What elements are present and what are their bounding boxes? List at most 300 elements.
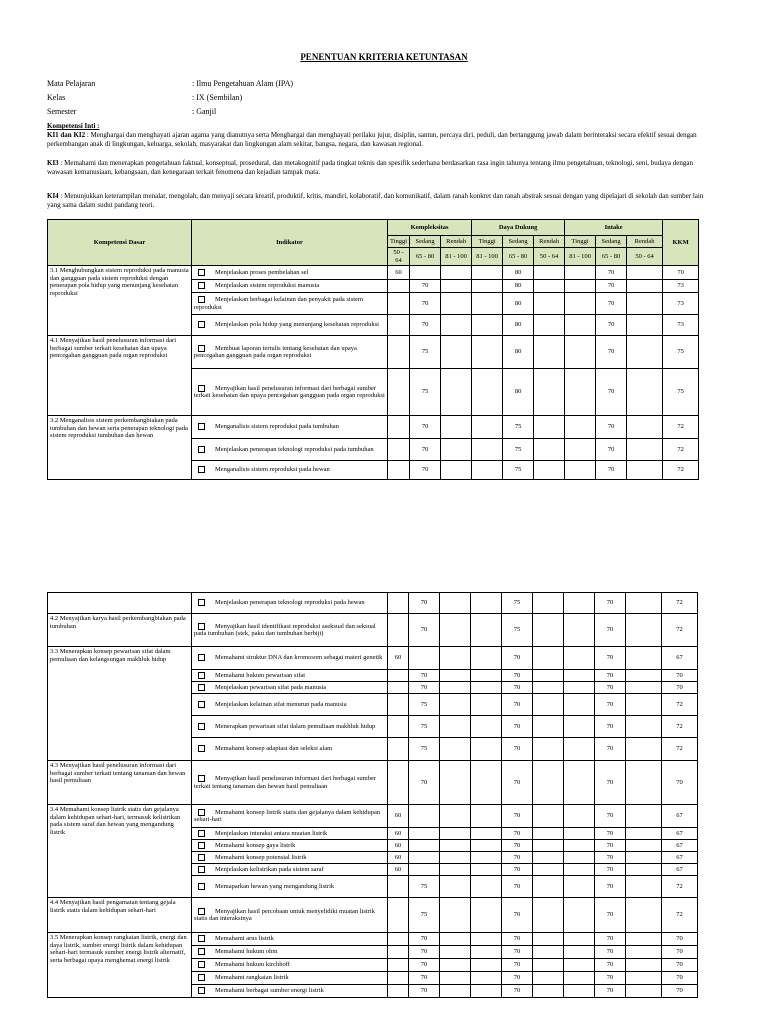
indikator-text: Menjelaskan kelistrikan pada sistem saraf [215,865,324,873]
table-row [48,933,698,946]
score-cell [533,593,564,614]
score-cell [626,828,662,840]
ki3-paragraph [47,159,707,177]
indikator-cell [192,336,388,369]
score-cell [626,614,662,647]
score-cell: 70 [502,864,533,876]
score-cell: 70 [595,840,626,852]
score-cell: 70 [596,439,627,461]
checkbox-icon [198,269,205,276]
score-cell: 80 [503,315,534,336]
score-cell [564,716,595,738]
meta-value: : IX (Sembilan) [192,93,243,102]
indikator-cell [192,593,388,614]
score-cell [627,266,663,280]
score-cell: 70 [595,852,626,864]
score-cell [388,315,410,336]
score-cell [533,985,564,998]
kompetensi-dasar-cell: 3.3 Menerapkan konsep pewarisan sifat dalam pemuliaan dan kelangsungan makhluk hidup [48,647,192,761]
score-cell [440,876,471,898]
meta-row [47,79,293,88]
score-cell [388,593,409,614]
score-cell: 70 [595,946,626,959]
score-cell: 70 [595,694,626,716]
score-cell [534,461,565,480]
meta-label: Semester [47,107,77,116]
kkm-table-part-1 [47,219,699,480]
header-range: 81 - 100 [565,248,596,266]
ki3-label: KI3 [47,159,59,167]
score-cell [388,933,409,946]
score-cell: 70 [595,972,626,985]
score-cell: 75 [502,593,533,614]
kkm-cell: 70 [662,682,698,694]
kkm-cell: 75 [663,369,699,416]
score-cell [534,266,565,280]
score-cell [388,985,409,998]
score-cell [627,461,663,480]
score-cell [388,416,410,439]
score-cell [564,985,595,998]
score-cell [471,682,502,694]
indikator-text: Menyajikan hasil penelusuran informasi dari berbagai sumber terkait tentang tanaman dan hewan hasil pemuliaan [194,775,377,790]
score-cell: 60 [388,852,409,864]
indikator-cell [192,416,388,439]
score-cell: 70 [595,864,626,876]
table-row [48,647,698,670]
checkbox-icon [198,345,205,352]
score-cell: 70 [410,315,441,336]
score-cell [533,670,564,682]
score-cell: 80 [503,293,534,315]
indikator-text: Memahami hukum ohm [215,948,278,956]
indikator-cell [192,972,388,985]
score-cell: 70 [502,985,533,998]
indikator-cell [192,280,388,293]
score-cell: 70 [409,761,440,805]
kkm-cell: 72 [662,716,698,738]
score-cell: 70 [596,461,627,480]
score-cell: 70 [502,738,533,761]
score-cell: 70 [596,369,627,416]
score-cell [471,864,502,876]
score-cell [472,315,503,336]
score-cell [440,670,471,682]
score-cell [441,461,472,480]
score-cell [388,461,410,480]
score-cell [440,647,471,670]
indikator-cell [192,670,388,682]
score-cell [533,840,564,852]
indikator-text: Menerapkan pewarisan sifat dalam pemuliaan makhluk hidup [215,722,376,730]
score-cell [564,898,595,933]
header-level: Tinggi [388,236,410,248]
score-cell [440,959,471,972]
score-cell [471,946,502,959]
indikator-text: Memahami arus listrik [215,935,274,943]
score-cell [440,946,471,959]
score-cell [440,828,471,840]
header-kompetensi-dasar: Kompetensi Dasar [48,220,192,266]
score-cell: 75 [410,369,441,416]
score-cell [440,852,471,864]
table-row [48,593,698,614]
kompetensi-dasar-cell: 4.1 Menyajikan hasil penelusuran informasi dari berbagai sumber terkait kesehatan dan upaya pencegahan gangguan pada organ reproduksi [48,336,192,416]
kkm-cell: 70 [662,670,698,682]
indikator-text: Memahami berbagai sumber energi listrik [215,987,324,995]
indikator-text: Memahami hukum pewarisan sifat [215,671,306,679]
checkbox-icon [198,599,205,606]
score-cell: 70 [502,852,533,864]
score-cell [626,852,662,864]
score-cell [441,369,472,416]
score-cell [627,439,663,461]
score-cell: 70 [502,959,533,972]
score-cell [564,761,595,805]
kkm-cell: 72 [663,461,699,480]
kkm-table-part-2 [47,592,698,998]
score-cell: 75 [503,416,534,439]
header-row [48,220,699,236]
indikator-cell [192,876,388,898]
score-cell: 70 [502,694,533,716]
score-cell [409,828,440,840]
kkm-cell: 67 [662,647,698,670]
indikator-cell [192,694,388,716]
score-cell [564,647,595,670]
score-cell: 70 [596,280,627,293]
score-cell: 75 [409,694,440,716]
score-cell [441,280,472,293]
score-cell [388,946,409,959]
score-cell: 80 [503,336,534,369]
score-cell: 75 [409,738,440,761]
score-cell [534,280,565,293]
table-row [48,614,698,647]
score-cell: 70 [595,670,626,682]
indikator-text: Memahami konsep gaya listrik [215,841,296,849]
score-cell [471,985,502,998]
score-cell [471,959,502,972]
ki4-label: KI4 [47,192,59,200]
checkbox-icon [198,961,205,968]
score-cell [626,682,662,694]
score-cell [388,959,409,972]
header-group: Kompleksitas [388,220,472,236]
score-cell [440,933,471,946]
checkbox-icon [198,830,205,837]
checkbox-icon [198,908,205,915]
score-cell [626,876,662,898]
header-level: Sedang [503,236,534,248]
score-cell: 70 [409,972,440,985]
checkbox-icon [198,684,205,691]
score-cell [472,336,503,369]
score-cell: 70 [409,670,440,682]
score-cell: 70 [596,336,627,369]
meta-value: : Ganjil [192,107,217,116]
kkm-cell: 70 [662,985,698,998]
indikator-text: Menjelaskan pewarisan sifat pada manusia [215,683,327,691]
ki12-text: : Menghargai dan menghayati ajaran agama yang dianutnya serta Menghargai dan menghayati perilaku jujur, disiplin, santun, percaya diri, peduli, dan bertanggung jawab dalam berinteraksi secara efektif sesuai dengan perkembangan anak di lingkungan, keluarga, sekolah, masyarakat dan lingkungan alam sekitar, bangsa, negara, dan kawasan regional. [47,131,697,148]
kkm-cell: 72 [662,738,698,761]
indikator-cell [192,933,388,946]
score-cell: 70 [595,614,626,647]
indikator-text: Memahami konsep listrik statis dan gejalanya dalam kehidupan sehari-hari [194,808,381,823]
score-cell [626,933,662,946]
checkbox-icon [198,672,205,679]
kkm-cell: 73 [663,315,699,336]
score-cell: 70 [410,439,441,461]
indikator-cell [192,852,388,864]
indikator-cell [192,959,388,972]
score-cell [533,864,564,876]
checkbox-icon [198,466,205,473]
score-cell: 70 [502,933,533,946]
indikator-cell [192,293,388,315]
score-cell: 70 [595,716,626,738]
score-cell: 70 [502,876,533,898]
score-cell [441,416,472,439]
checkbox-icon [198,282,205,289]
kkm-cell: 72 [662,614,698,647]
score-cell [534,369,565,416]
header-range: 81 - 100 [472,248,503,266]
score-cell: 70 [595,933,626,946]
kkm-cell: 72 [663,416,699,439]
score-cell [626,670,662,682]
score-cell [533,933,564,946]
score-cell [564,593,595,614]
score-cell [472,293,503,315]
score-cell [534,293,565,315]
score-cell [564,876,595,898]
score-cell [472,266,503,280]
header-group: Intake [565,220,663,236]
score-cell: 70 [502,898,533,933]
score-cell: 70 [409,933,440,946]
indikator-cell [192,805,388,828]
score-cell: 75 [409,898,440,933]
score-cell [534,439,565,461]
score-cell: 75 [409,876,440,898]
score-cell: 70 [596,266,627,280]
header-range: 50 - 64 [388,248,410,266]
kkm-cell: 72 [663,439,699,461]
score-cell [388,670,409,682]
score-cell [440,805,471,828]
score-cell [564,972,595,985]
indikator-text: Menjelaskan pola hidup yang menunjang kesehatan reproduksi [215,321,379,329]
score-cell [472,461,503,480]
kkm-cell: 70 [662,959,698,972]
checkbox-icon [198,321,205,328]
score-cell [409,864,440,876]
score-cell: 75 [409,716,440,738]
kompetensi-dasar-cell: 4.2 Menyajikan karya hasil perkembangbiakan pada tumbuhan [48,614,192,647]
score-cell: 70 [410,280,441,293]
score-cell [440,614,471,647]
table-row [48,898,698,933]
score-cell: 80 [503,280,534,293]
score-cell [388,876,409,898]
score-cell: 80 [503,266,534,280]
header-kkm: KKM [663,220,699,266]
score-cell [626,738,662,761]
score-cell [627,369,663,416]
indikator-text: Menyajikan hasil percobaan untuk menyelidiki muatan listrik statis dan interaksinya [194,907,375,922]
score-cell [388,761,409,805]
score-cell [533,761,564,805]
score-cell [626,647,662,670]
header-level: Tinggi [565,236,596,248]
indikator-text: Menjelaskan proses pembelahan sel [215,268,309,276]
score-cell [440,761,471,805]
checkbox-icon [198,296,205,303]
score-cell: 70 [595,828,626,840]
score-cell: 70 [595,805,626,828]
score-cell [564,840,595,852]
score-cell [409,852,440,864]
kompetensi-dasar-cell: 3.2 Menganalisis sistem perkembangbiakan pada tumbuhan dan hewan serta penerapan teknologi pada sistem reproduksi tumbuhan dan hewan [48,416,192,480]
header-level: Rendah [534,236,565,248]
score-cell [564,614,595,647]
score-cell [627,315,663,336]
header-range: 65 - 80 [503,248,534,266]
indikator-cell [192,761,388,805]
score-cell: 70 [502,805,533,828]
score-cell [441,439,472,461]
checkbox-icon [198,623,205,630]
indikator-text: Menganalisis sistem reproduksi pada tumbuhan [215,423,339,431]
score-cell [565,266,596,280]
score-cell: 70 [409,946,440,959]
score-cell [388,280,410,293]
score-cell [565,293,596,315]
score-cell [440,593,471,614]
score-cell: 70 [502,972,533,985]
score-cell [441,336,472,369]
indikator-cell [192,946,388,959]
score-cell [564,864,595,876]
score-cell [564,805,595,828]
score-cell: 70 [409,985,440,998]
score-cell: 70 [502,761,533,805]
score-cell [533,738,564,761]
score-cell [626,593,662,614]
checkbox-icon [198,446,205,453]
score-cell: 70 [595,593,626,614]
checkbox-icon [198,842,205,849]
checkbox-icon [198,883,205,890]
score-cell [441,315,472,336]
header-range: 50 - 64 [627,248,663,266]
score-cell: 60 [388,266,410,280]
checkbox-icon [198,854,205,861]
checkbox-icon [198,987,205,994]
score-cell [471,614,502,647]
indikator-text: Menjelaskan kelainan sifat menurun pada manusia [215,700,347,708]
table-row [48,761,698,805]
score-cell [626,972,662,985]
indikator-text: Memahami struktur DNA dan kromosom sebagai materi genetik [215,654,383,662]
score-cell: 70 [595,959,626,972]
score-cell: 70 [502,716,533,738]
score-cell: 80 [503,369,534,416]
checkbox-icon [198,745,205,752]
score-cell: 70 [502,828,533,840]
meta-row [47,93,242,102]
score-cell [388,738,409,761]
score-cell [533,682,564,694]
meta-row [47,107,216,116]
score-cell [471,828,502,840]
ki4-paragraph [47,192,707,210]
score-cell: 70 [502,670,533,682]
table-row [48,266,699,280]
score-cell [533,959,564,972]
indikator-cell [192,461,388,480]
score-cell [388,972,409,985]
header-level: Sedang [410,236,441,248]
score-cell [626,761,662,805]
score-cell [388,898,409,933]
score-cell [410,266,441,280]
score-cell [471,761,502,805]
score-cell: 70 [409,682,440,694]
kkm-cell: 72 [662,694,698,716]
ki-heading-text: Kompetensi Inti : [47,122,100,130]
score-cell [533,694,564,716]
score-cell [627,280,663,293]
score-cell: 75 [503,461,534,480]
score-cell [471,694,502,716]
score-cell [565,336,596,369]
table-row [48,416,699,439]
score-cell [388,439,410,461]
score-cell [565,280,596,293]
checkbox-icon [198,654,205,661]
score-cell [471,647,502,670]
score-cell [471,852,502,864]
score-cell [627,416,663,439]
indikator-text: Memahami hukum kirchhoff [215,961,290,969]
checkbox-icon [198,948,205,955]
score-cell [440,972,471,985]
kompetensi-dasar-cell: 3.4 Memahami konsep listrik statis dan gejalanya dalam kehidupan sehari-hari, termasuk kelistrikan pada sistem saraf dan hewan yang mengandung listrik [48,805,192,898]
checkbox-icon [198,775,205,782]
score-cell: 60 [388,805,409,828]
indikator-cell [192,738,388,761]
kompetensi-dasar-cell: 3.1 Menghubungkan sistem reproduksi pada manusia dan gangguan pada sistem reproduksi dengan penerapan pola hidup yang menunjang kesehatan reproduksi [48,266,192,336]
score-cell [534,416,565,439]
score-cell [440,864,471,876]
kkm-cell: 70 [663,266,699,280]
score-cell [440,898,471,933]
indikator-cell [192,864,388,876]
header-range: 50 - 64 [534,248,565,266]
score-cell [472,369,503,416]
score-cell [626,959,662,972]
meta-label: Kelas [47,93,66,102]
score-cell [471,840,502,852]
score-cell [564,959,595,972]
score-cell [471,972,502,985]
indikator-text: Memaparkan hewan yang mengandung listrik [215,882,335,890]
score-cell: 70 [595,647,626,670]
score-cell [409,840,440,852]
score-cell [564,682,595,694]
